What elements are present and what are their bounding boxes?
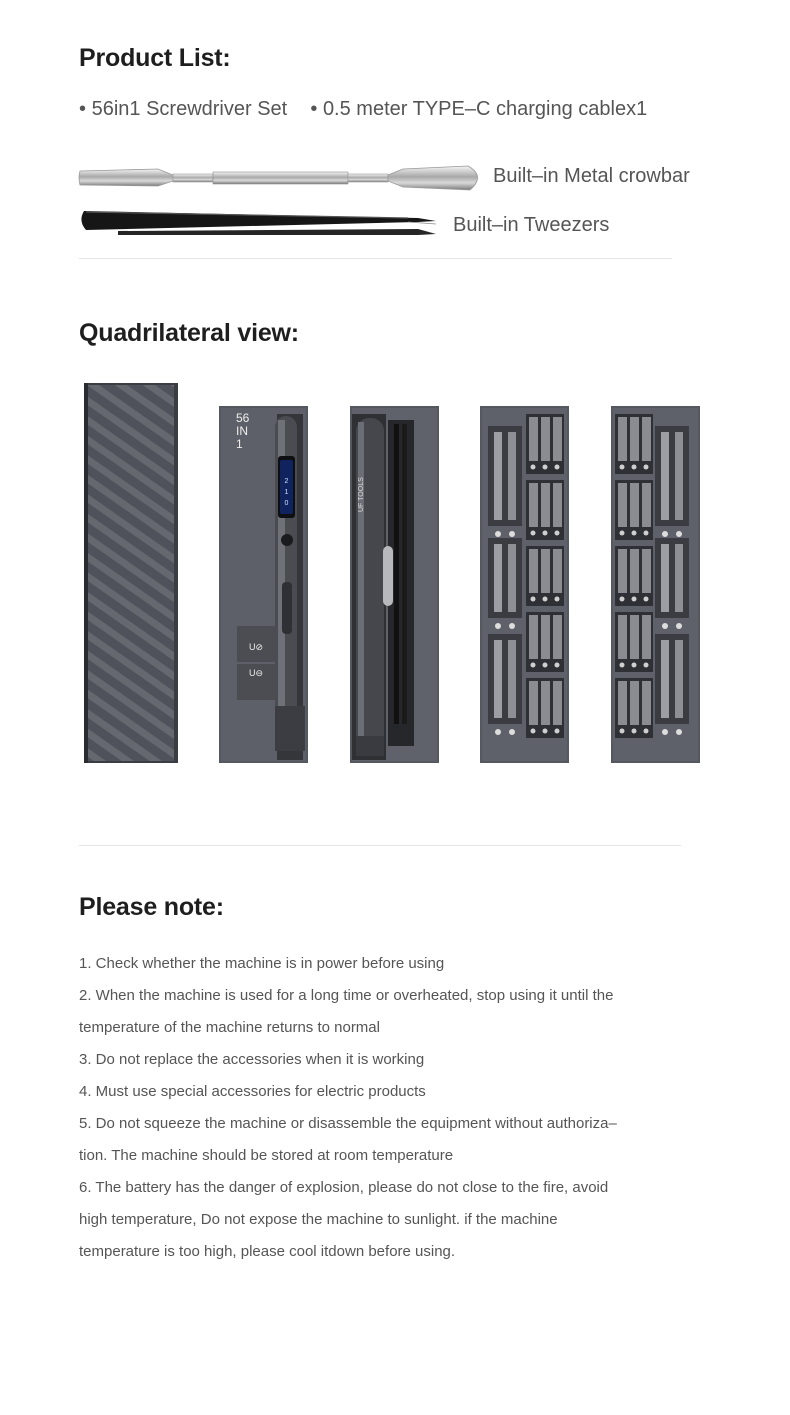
note-line: high temperature, Do not expose the machine to sunlight. if the machine (79, 1211, 558, 1228)
notes-list (79, 948, 719, 1268)
slot-mark: U⊘ (249, 642, 264, 652)
note-line: temperature of the machine returns to normal (79, 1019, 380, 1036)
product-item-charging-cable: 0.5 meter TYPE–C charging cablex1 (322, 98, 648, 120)
product-item-list (79, 98, 647, 121)
note-line: tion. The machine should be stored at room temperature (79, 1147, 454, 1164)
case-view-closed (84, 383, 178, 763)
note-line: 2. When the machine is used for a long time or overheated, stop using it until the (79, 987, 614, 1004)
crowbar-label: Built–in Metal crowbar (493, 165, 690, 187)
divider (79, 258, 672, 259)
brand-logo-text: UF TOOLS (358, 477, 365, 512)
device-label-56in1: 56 IN 1 (236, 411, 250, 451)
please-note-title: Please note: (79, 893, 224, 921)
device-screen: 2 1 0 (284, 478, 289, 507)
metal-crowbar-image (78, 162, 488, 194)
note-line: 3. Do not replace the accessories when it is working (79, 1051, 425, 1068)
quadrilateral-view-title: Quadrilateral view: (79, 319, 299, 347)
divider (79, 845, 681, 846)
note-line: 5. Do not squeeze the machine or disassemble the equipment without authoriza– (79, 1115, 617, 1132)
note-line: 4. Must use special accessories for electric products (79, 1083, 426, 1100)
note-line: 6. The battery has the danger of explosion, please do not close to the fire, avoid (79, 1179, 609, 1196)
bullet: • (79, 98, 87, 120)
case-view-bits-right (611, 406, 700, 763)
product-item-screwdriver-set: 56in1 Screwdriver Set (91, 98, 288, 120)
tweezers-label: Built–in Tweezers (453, 214, 610, 236)
case-view-bits-left (480, 406, 569, 763)
tweezers-image (78, 208, 438, 240)
case-view-screwdriver (219, 406, 308, 763)
note-line: 1. Check whether the machine is in power before using (79, 955, 445, 972)
product-list-title: Product List: (79, 44, 231, 72)
bullet: • (310, 98, 318, 120)
case-view-tweezers (350, 406, 439, 763)
note-line: temperature is too high, please cool itdown before using. (79, 1243, 456, 1260)
slot-mark: U⊖ (249, 668, 264, 678)
